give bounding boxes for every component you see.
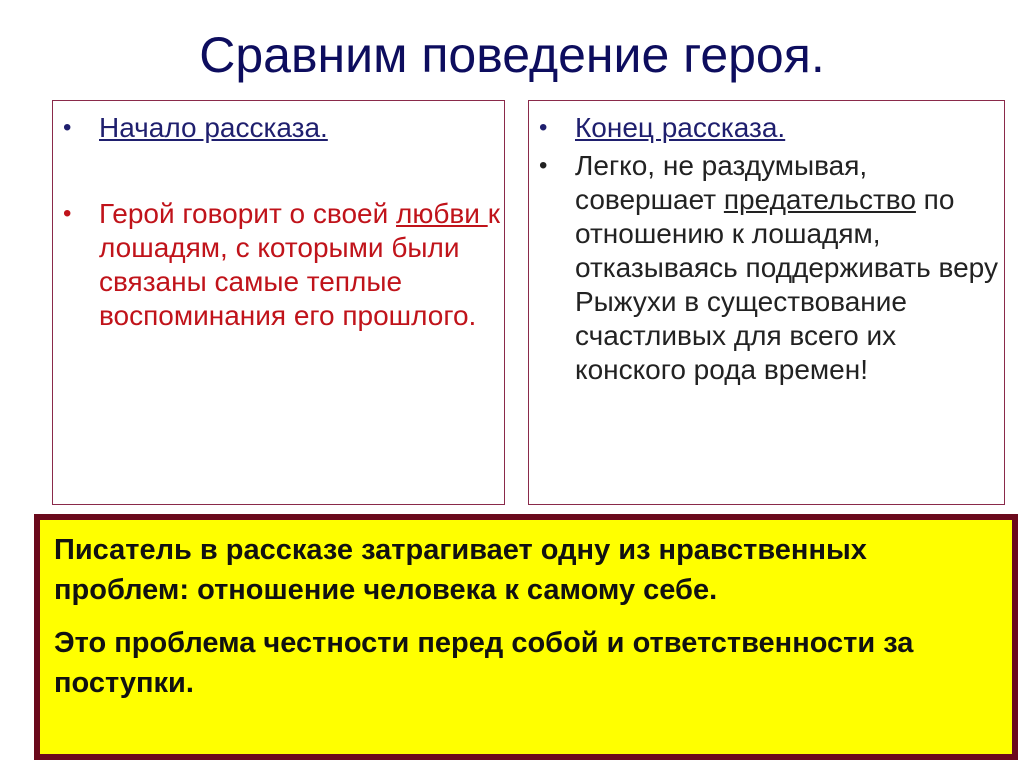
ending-text-part1: Легко, не раздумывая, совершает bbox=[575, 150, 868, 215]
beginning-heading-item bbox=[53, 111, 504, 145]
beginning-text-part2: к лошадям, с которыми были связаны самые теплые воспоминания его прошлого. bbox=[99, 198, 500, 331]
ending-box bbox=[528, 100, 1005, 505]
conclusion-paragraph-2: Это проблема честности перед собой и ответственности за поступки. bbox=[54, 627, 914, 699]
bullet-icon: • bbox=[63, 200, 72, 227]
conclusion-paragraph-1: Писатель в рассказе затрагивает одну из нравственных проблем: отношение человека к самому себе. bbox=[54, 534, 867, 606]
conclusion-box bbox=[34, 514, 1018, 760]
spacer bbox=[53, 145, 504, 197]
beginning-heading: Начало рассказа. bbox=[99, 112, 328, 143]
ending-text-underlined: предательство bbox=[723, 184, 916, 215]
beginning-text-underlined: любви bbox=[396, 198, 488, 229]
ending-heading-item bbox=[529, 111, 1004, 145]
bullet-icon: • bbox=[539, 114, 548, 141]
slide-title: Сравним поведение героя. bbox=[199, 27, 825, 83]
beginning-list bbox=[53, 101, 504, 333]
ending-heading: Конец рассказа. bbox=[575, 112, 786, 143]
bullet-icon: • bbox=[63, 114, 72, 141]
beginning-text-part1: Герой говорит о своей bbox=[99, 198, 397, 229]
bullet-icon: • bbox=[539, 152, 548, 179]
beginning-box bbox=[52, 100, 505, 505]
ending-list bbox=[529, 101, 1004, 387]
beginning-text-item bbox=[53, 197, 504, 333]
ending-text-item bbox=[529, 149, 1004, 387]
ending-text-part2: по отношению к лошадям, отказываясь поддерживать веру Рыжухи в существование счастливых для всего их конского рода времен! bbox=[575, 184, 998, 385]
